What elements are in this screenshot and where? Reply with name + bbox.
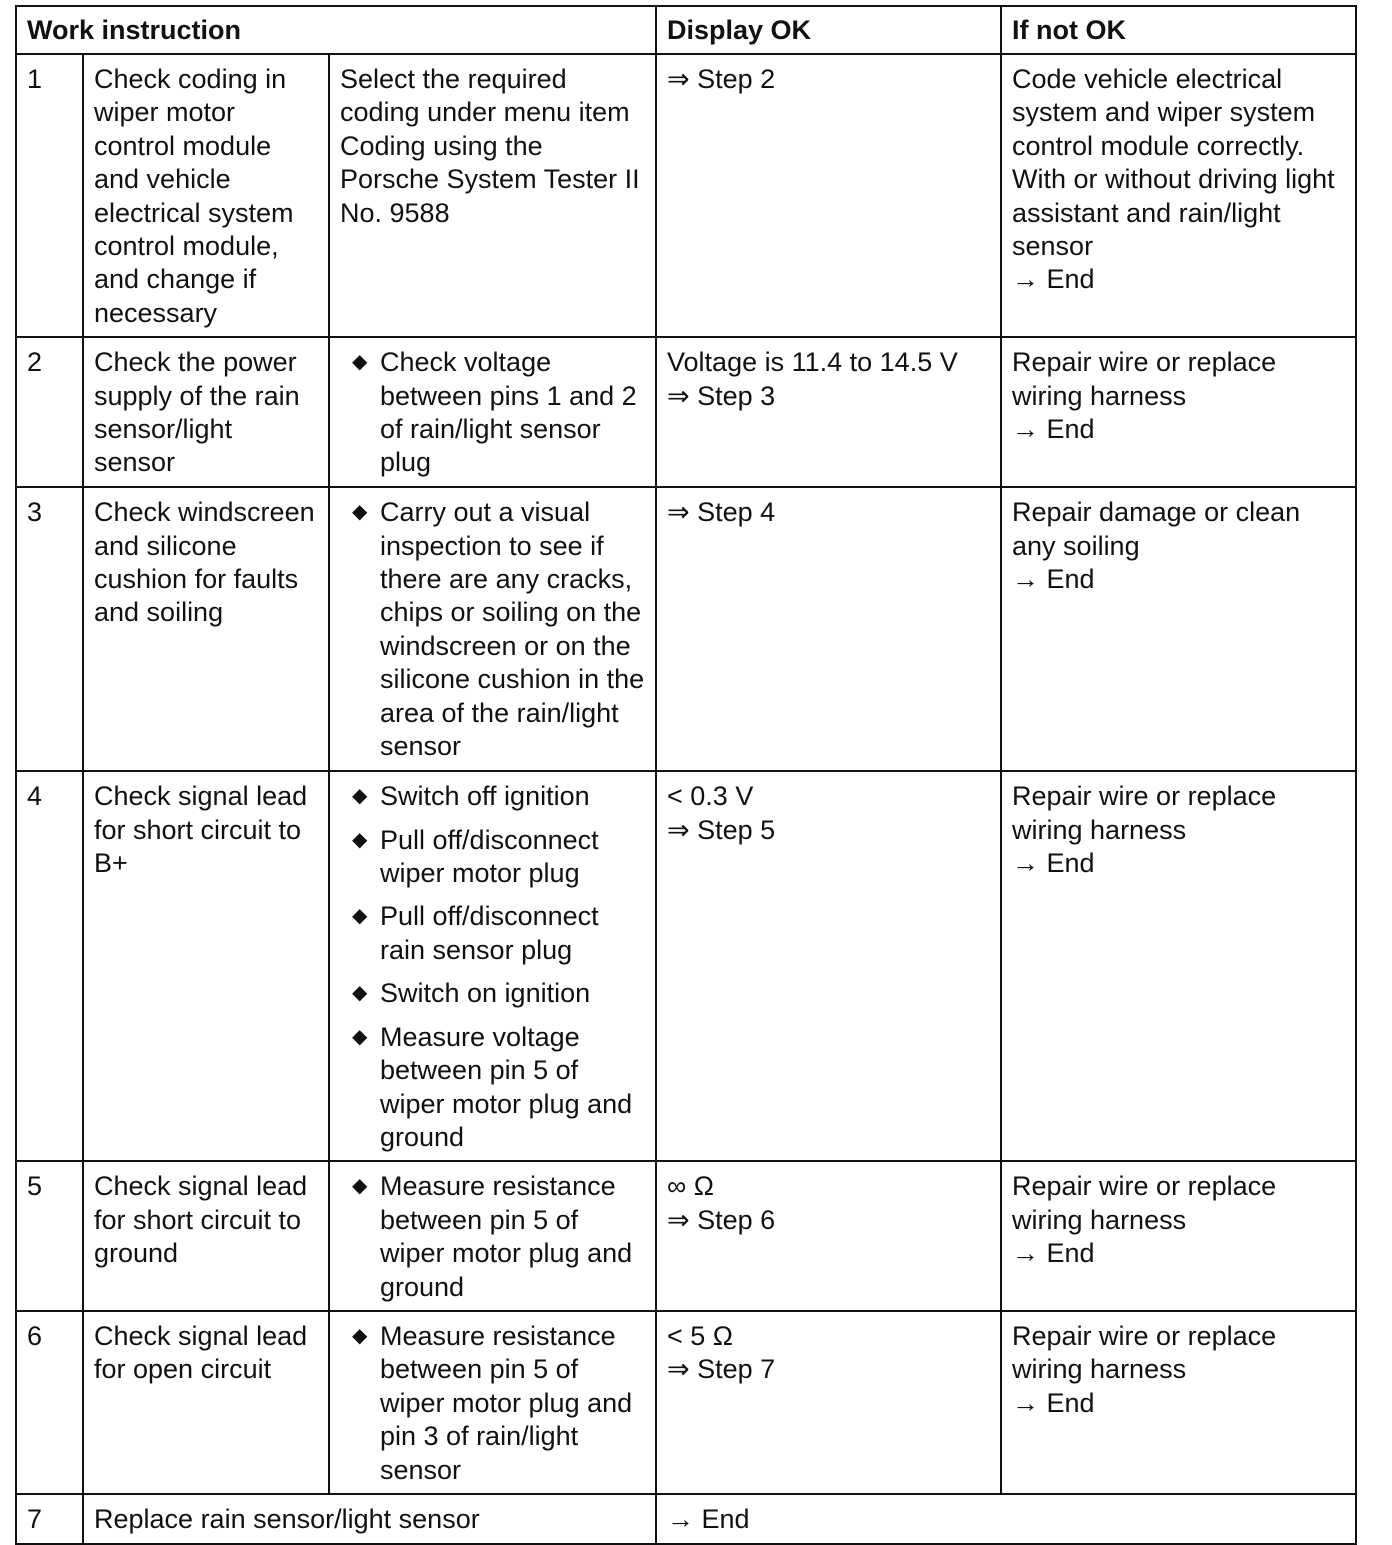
header-row bbox=[16, 6, 1356, 54]
instruction-bullet: ◆ Carry out a visual inspection to see if there are any cracks, chips or soiling on the windscreen or on the silicone cushion in the area of the rain/light sensor bbox=[352, 497, 645, 762]
table-row bbox=[16, 771, 1356, 1161]
not-ok-result: → End bbox=[1012, 1238, 1095, 1269]
step-not-ok bbox=[1001, 1311, 1356, 1494]
step-number: 7 bbox=[16, 1494, 83, 1544]
step-display-ok bbox=[656, 54, 1001, 337]
step-number: 6 bbox=[16, 1311, 83, 1494]
instruction-bullet: ◆ Pull off/disconnect wiper motor plug bbox=[352, 824, 599, 889]
step-check: Check signal lead for short circuit to B+ bbox=[83, 771, 329, 1161]
not-ok-result: → End bbox=[1012, 264, 1095, 295]
step-result: → End bbox=[656, 1494, 1356, 1544]
display-ok-line: ∞ Ω bbox=[667, 1171, 714, 1202]
step-not-ok bbox=[1001, 337, 1356, 487]
step-check: Check signal lead for short circuit to ground bbox=[83, 1161, 329, 1311]
table-row bbox=[16, 487, 1356, 771]
diamond-bullet-icon: ◆ bbox=[352, 828, 368, 851]
step-check: Replace rain sensor/light sensor bbox=[83, 1494, 656, 1544]
diamond-bullet-icon: ◆ bbox=[352, 982, 368, 1005]
not-ok-line: Repair damage or clean any soiling bbox=[1012, 497, 1301, 561]
header-if-not-ok: If not OK bbox=[1001, 6, 1356, 54]
step-check: Check windscreen and silicone cushion for faults and soiling bbox=[83, 487, 329, 771]
table-row bbox=[16, 337, 1356, 487]
instruction-bullet: ◆ Measure voltage between pin 5 of wiper motor plug and ground bbox=[352, 1021, 633, 1152]
work-instruction-table bbox=[15, 5, 1357, 1545]
diamond-bullet-icon: ◆ bbox=[352, 1324, 368, 1347]
step-not-ok bbox=[1001, 487, 1356, 771]
step-display-ok bbox=[656, 1161, 1001, 1311]
diamond-bullet-icon: ◆ bbox=[352, 501, 368, 524]
step-display-ok bbox=[656, 337, 1001, 487]
diamond-bullet-icon: ◆ bbox=[352, 1175, 368, 1198]
not-ok-result: → End bbox=[1012, 1387, 1095, 1418]
step-display-ok bbox=[656, 1311, 1001, 1494]
step-instruction bbox=[329, 1311, 656, 1494]
not-ok-line: Code vehicle electrical system and wiper system control module correctly. With or without driving light assistant and rain/light sensor bbox=[1012, 64, 1335, 262]
step-not-ok bbox=[1001, 54, 1356, 337]
display-ok-result: ⇒ Step 6 bbox=[667, 1204, 776, 1235]
table-row-final bbox=[16, 1494, 1356, 1544]
diamond-bullet-icon: ◆ bbox=[352, 905, 368, 928]
step-number: 5 bbox=[16, 1161, 83, 1311]
not-ok-result: → End bbox=[1012, 564, 1095, 595]
header-work-instruction: Work instruction bbox=[16, 6, 656, 54]
table-row bbox=[16, 54, 1356, 337]
step-number: 4 bbox=[16, 771, 83, 1161]
not-ok-line: Repair wire or replace wiring harness bbox=[1012, 347, 1277, 411]
step-not-ok bbox=[1001, 771, 1356, 1161]
header-display-ok: Display OK bbox=[656, 6, 1001, 54]
step-display-ok bbox=[656, 771, 1001, 1161]
step-instruction bbox=[329, 487, 656, 771]
step-instruction bbox=[329, 337, 656, 487]
diamond-bullet-icon: ◆ bbox=[352, 1025, 368, 1048]
table-row bbox=[16, 1311, 1356, 1494]
instruction-bullet: ◆ Check voltage between pins 1 and 2 of rain/light sensor plug bbox=[352, 347, 637, 478]
display-ok-line: ⇒ Step 2 bbox=[667, 64, 776, 94]
not-ok-result: → End bbox=[1012, 848, 1095, 879]
step-instruction: Select the required coding under menu item Coding using the Porsche System Tester II No. 9588 bbox=[329, 54, 656, 337]
table-row bbox=[16, 1161, 1356, 1311]
display-ok-result: ⇒ Step 7 bbox=[667, 1354, 776, 1385]
step-instruction bbox=[329, 1161, 656, 1311]
instruction-bullet: ◆ Switch on ignition bbox=[340, 977, 647, 1010]
step-not-ok bbox=[1001, 1161, 1356, 1311]
instruction-bullet: ◆ Measure resistance between pin 5 of wiper motor plug and pin 3 of rain/light sensor bbox=[352, 1320, 633, 1485]
step-number: 2 bbox=[16, 337, 83, 487]
not-ok-result: → End bbox=[1012, 414, 1095, 445]
diamond-bullet-icon: ◆ bbox=[352, 785, 368, 808]
step-number: 3 bbox=[16, 487, 83, 771]
step-check: Check coding in wiper motor control module and vehicle electrical system control module, and change if necessary bbox=[83, 54, 329, 337]
display-ok-result: ⇒ Step 3 bbox=[667, 380, 776, 411]
not-ok-line: Repair wire or replace wiring harness bbox=[1012, 781, 1277, 845]
display-ok-line: Voltage is 11.4 to 14.5 V bbox=[667, 347, 958, 378]
not-ok-line: Repair wire or replace wiring harness bbox=[1012, 1320, 1277, 1385]
step-check: Check signal lead for open circuit bbox=[83, 1311, 329, 1494]
diamond-bullet-icon: ◆ bbox=[352, 351, 368, 374]
instruction-bullet: ◆ Pull off/disconnect rain sensor plug bbox=[352, 901, 599, 965]
display-ok-line: < 0.3 V bbox=[667, 781, 754, 812]
instruction-bullet: ◆ Measure resistance between pin 5 of wiper motor plug and ground bbox=[352, 1171, 633, 1302]
step-number: 1 bbox=[16, 54, 83, 337]
step-instruction bbox=[329, 771, 656, 1161]
instruction-bullet: ◆ Switch off ignition bbox=[340, 780, 647, 813]
not-ok-line: Repair wire or replace wiring harness bbox=[1012, 1171, 1277, 1235]
step-check: Check the power supply of the rain sensor/light sensor bbox=[83, 337, 329, 487]
display-ok-result: ⇒ Step 4 bbox=[667, 497, 776, 528]
display-ok-line: < 5 Ω bbox=[667, 1320, 733, 1351]
step-display-ok bbox=[656, 487, 1001, 771]
display-ok-result: ⇒ Step 5 bbox=[667, 814, 776, 845]
